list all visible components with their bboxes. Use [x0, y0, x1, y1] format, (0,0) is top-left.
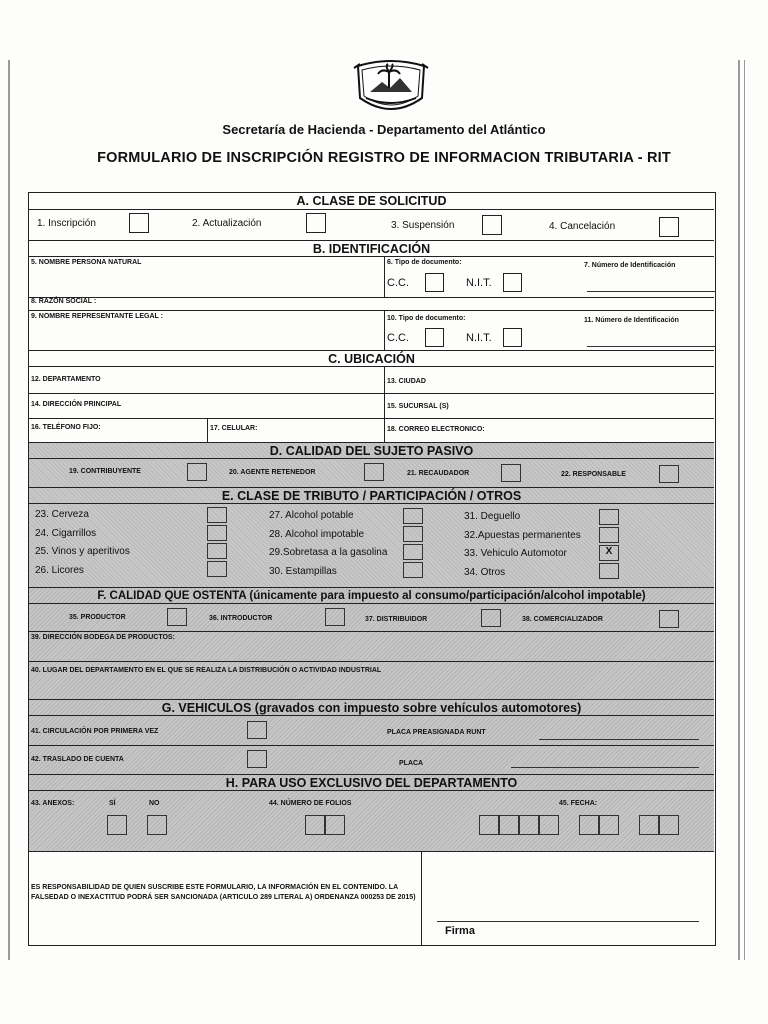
- checkbox-suspension[interactable]: [482, 215, 502, 235]
- option-alcohol-potable: 27. Alcohol potable: [269, 510, 354, 521]
- input-fecha-1[interactable]: [479, 815, 499, 835]
- option-vinos: 25. Vinos y aperitivos: [35, 546, 130, 557]
- input-folios-2[interactable]: [325, 815, 345, 835]
- label-numero-identificacion-1: 7. Número de Identificación: [584, 262, 676, 269]
- input-fecha-5[interactable]: [579, 815, 599, 835]
- label-fecha: 45. FECHA:: [559, 800, 598, 807]
- scan-edge-right: [738, 60, 740, 960]
- signature-line[interactable]: [437, 921, 699, 922]
- checkbox-traslado-cuenta[interactable]: [247, 750, 267, 768]
- checkbox-responsable[interactable]: [659, 465, 679, 483]
- divider: [29, 310, 714, 311]
- checkbox-distribuidor[interactable]: [481, 609, 501, 627]
- scan-edge-left: [8, 60, 10, 960]
- department-heading: Secretaría de Hacienda - Departamento del Atlántico: [222, 122, 546, 137]
- input-numero-identificacion-1[interactable]: [587, 291, 715, 292]
- divider: [29, 418, 714, 419]
- checkbox-alcohol-impotable[interactable]: [403, 526, 423, 542]
- checkbox-cc-2[interactable]: [425, 328, 444, 347]
- label-circulacion-primera-vez: 41. CIRCULACIÓN POR PRIMERA VEZ: [31, 728, 159, 735]
- option-agente-retenedor: 20. AGENTE RETENEDOR: [229, 469, 316, 476]
- checkbox-circulacion-primera-vez[interactable]: [247, 721, 267, 739]
- label-representante-legal: 9. NOMBRE REPRESENTANTE LEGAL :: [31, 313, 163, 320]
- section-h-title: H. PARA USO EXCLUSIVO DEL DEPARTAMENTO: [29, 774, 714, 791]
- label-ciudad: 13. CIUDAD: [387, 378, 426, 385]
- option-cancelacion: 4. Cancelación: [549, 221, 616, 232]
- section-e-title: E. CLASE DE TRIBUTO / PARTICIPACIÓN / OTROS: [29, 487, 714, 504]
- label-tipo-documento-2: 10. Tipo de documento:: [387, 315, 466, 322]
- checkbox-productor[interactable]: [167, 608, 187, 626]
- input-folios-1[interactable]: [305, 815, 325, 835]
- option-suspension: 3. Suspensión: [391, 220, 455, 231]
- option-estampillas: 30. Estampillas: [269, 566, 337, 577]
- shaded-area-f-h: [29, 587, 714, 851]
- label-placa: PLACA: [399, 760, 424, 767]
- label-tipo-documento-1: 6. Tipo de documento:: [387, 259, 462, 266]
- divider: [29, 393, 714, 394]
- label-si: SÍ: [109, 800, 116, 807]
- divider: [29, 661, 714, 662]
- option-licores: 26. Licores: [35, 565, 84, 576]
- label-no: NO: [149, 800, 160, 807]
- checkbox-vinos[interactable]: [207, 543, 227, 559]
- label-direccion-principal: 14. DIRECCIÓN PRINCIPAL: [31, 401, 122, 408]
- option-deguello: 31. Deguello: [464, 511, 521, 522]
- checkbox-alcohol-potable[interactable]: [403, 508, 423, 524]
- divider: [421, 851, 422, 945]
- checkbox-introductor[interactable]: [325, 608, 345, 626]
- input-placa[interactable]: [511, 767, 699, 768]
- option-distribuidor: 37. DISTRIBUIDOR: [365, 616, 428, 623]
- checkbox-inscripcion[interactable]: [129, 213, 149, 233]
- option-comercializador: 38. COMERCIALIZADOR: [522, 616, 603, 623]
- label-razon-social: 8. RAZÓN SOCIAL :: [31, 298, 97, 305]
- checkbox-anexos-si[interactable]: [107, 815, 127, 835]
- option-recaudador: 21. RECAUDADOR: [407, 470, 470, 477]
- form-title: FORMULARIO DE INSCRIPCIÓN REGISTRO DE INFORMACION TRIBUTARIA - RIT: [97, 150, 671, 166]
- checkbox-recaudador[interactable]: [501, 464, 521, 482]
- checkbox-agente-retenedor[interactable]: [364, 463, 384, 481]
- label-cc-1: C.C.: [387, 277, 409, 289]
- disclaimer-text: ES RESPONSABILIDAD DE QUIEN SUSCRIBE ESTE FORMULARIO, LA INFORMACIÓN EN EL CONTENIDO. LA FALSEDAD O INEXACTITUD PODRÁ SER SANCIONADA (ARTICULO 289 LITERAL A) ORDENANZA 000253 DE 2015): [31, 884, 416, 901]
- label-departamento: 12. DEPARTAMENTO: [31, 376, 101, 383]
- option-sobretasa-gasolina: 29.Sobretasa a la gasolina: [269, 547, 388, 558]
- divider: [29, 297, 714, 298]
- signature-label: Firma: [445, 925, 475, 937]
- rit-form: [28, 192, 716, 946]
- option-alcohol-impotable: 28. Alcohol impotable: [269, 529, 365, 540]
- input-fecha-3[interactable]: [519, 815, 539, 835]
- checkbox-vehiculo-mark: X: [605, 546, 613, 557]
- divider: [384, 310, 385, 350]
- input-fecha-6[interactable]: [599, 815, 619, 835]
- input-fecha-2[interactable]: [499, 815, 519, 835]
- section-f-title: F. CALIDAD QUE OSTENTA (únicamente para impuesto al consumo/participación/alcohol impotable): [29, 587, 714, 604]
- section-b-title: B. IDENTIFICACIÓN: [29, 240, 714, 257]
- option-contribuyente: 19. CONTRIBUYENTE: [69, 468, 141, 475]
- checkbox-anexos-no[interactable]: [147, 815, 167, 835]
- divider: [29, 745, 714, 746]
- label-numero-identificacion-2: 11. Número de Identificación: [584, 317, 679, 324]
- option-apuestas: 32.Apuestas permanentes: [464, 530, 581, 541]
- option-responsable: 22. RESPONSABLE: [561, 471, 626, 478]
- checkbox-cancelacion[interactable]: [659, 217, 679, 237]
- option-cerveza: 23. Cerveza: [35, 509, 89, 520]
- label-nit-1: N.I.T.: [466, 277, 492, 289]
- checkbox-cc-1[interactable]: [425, 273, 444, 292]
- label-traslado-cuenta: 42. TRASLADO DE CUENTA: [31, 756, 124, 763]
- divider: [29, 631, 714, 632]
- option-vehiculo: 33. Vehiculo Automotor: [464, 548, 567, 559]
- checkbox-estampillas[interactable]: [403, 562, 423, 578]
- label-cc-2: C.C.: [387, 332, 409, 344]
- coat-of-arms-icon: [352, 58, 430, 114]
- option-introductor: 36. INTRODUCTOR: [209, 615, 273, 622]
- option-productor: 35. PRODUCTOR: [69, 614, 126, 621]
- divider: [384, 367, 385, 442]
- checkbox-nit-1[interactable]: [503, 273, 522, 292]
- checkbox-comercializador[interactable]: [659, 610, 679, 628]
- section-c-title: C. UBICACIÓN: [29, 350, 714, 367]
- label-anexos: 43. ANEXOS:: [31, 800, 75, 807]
- divider: [207, 418, 208, 442]
- label-sucursal: 15. SUCURSAL (S): [387, 403, 449, 410]
- section-a-title: A. CLASE DE SOLICITUD: [29, 193, 714, 210]
- checkbox-nit-2[interactable]: [503, 328, 522, 347]
- input-fecha-7[interactable]: [639, 815, 659, 835]
- option-otros: 34. Otros: [464, 567, 506, 578]
- divider: [29, 851, 714, 852]
- checkbox-cerveza[interactable]: [207, 507, 227, 523]
- checkbox-cigarrillos[interactable]: [207, 525, 227, 541]
- section-d-title: D. CALIDAD DEL SUJETO PASIVO: [29, 442, 714, 459]
- input-numero-identificacion-2[interactable]: [587, 346, 715, 347]
- checkbox-actualizacion[interactable]: [306, 213, 326, 233]
- checkbox-contribuyente[interactable]: [187, 463, 207, 481]
- input-fecha-4[interactable]: [539, 815, 559, 835]
- label-nombre-persona-natural: 5. NOMBRE PERSONA NATURAL: [31, 259, 142, 266]
- checkbox-otros[interactable]: [599, 563, 619, 579]
- divider: [384, 257, 385, 297]
- label-correo-electronico: 18. CORREO ELECTRONICO:: [387, 426, 485, 433]
- checkbox-apuestas[interactable]: [599, 527, 619, 543]
- option-inscripcion: 1. Inscripción: [37, 218, 96, 229]
- scan-edge-right-2: [744, 60, 745, 960]
- label-telefono-fijo: 16. TELÉFONO FIJO:: [31, 424, 101, 431]
- label-lugar-distribucion: 40. LUGAR DEL DEPARTAMENTO EN EL QUE SE REALIZA LA DISTRIBUCIÓN O ACTIVIDAD INDUSTRIAL: [31, 667, 382, 674]
- label-placa-preasignada-runt: PLACA PREASIGNADA RUNT: [387, 729, 486, 736]
- option-actualizacion: 2. Actualización: [192, 218, 262, 229]
- input-fecha-8[interactable]: [659, 815, 679, 835]
- label-direccion-bodega: 39. DIRECCIÓN BODEGA DE PRODUCTOS:: [31, 634, 175, 641]
- option-cigarrillos: 24. Cigarrillos: [35, 528, 97, 539]
- checkbox-deguello[interactable]: [599, 509, 619, 525]
- label-numero-folios: 44. NÚMERO DE FOLIOS: [269, 800, 352, 807]
- checkbox-sobretasa-gasolina[interactable]: [403, 544, 423, 560]
- checkbox-licores[interactable]: [207, 561, 227, 577]
- label-nit-2: N.I.T.: [466, 332, 492, 344]
- section-g-title: G. VEHICULOS (gravados con impuesto sobre vehículos automotores): [29, 699, 714, 716]
- input-placa-preasignada-runt[interactable]: [539, 739, 699, 740]
- label-celular: 17. CELULAR:: [210, 425, 258, 432]
